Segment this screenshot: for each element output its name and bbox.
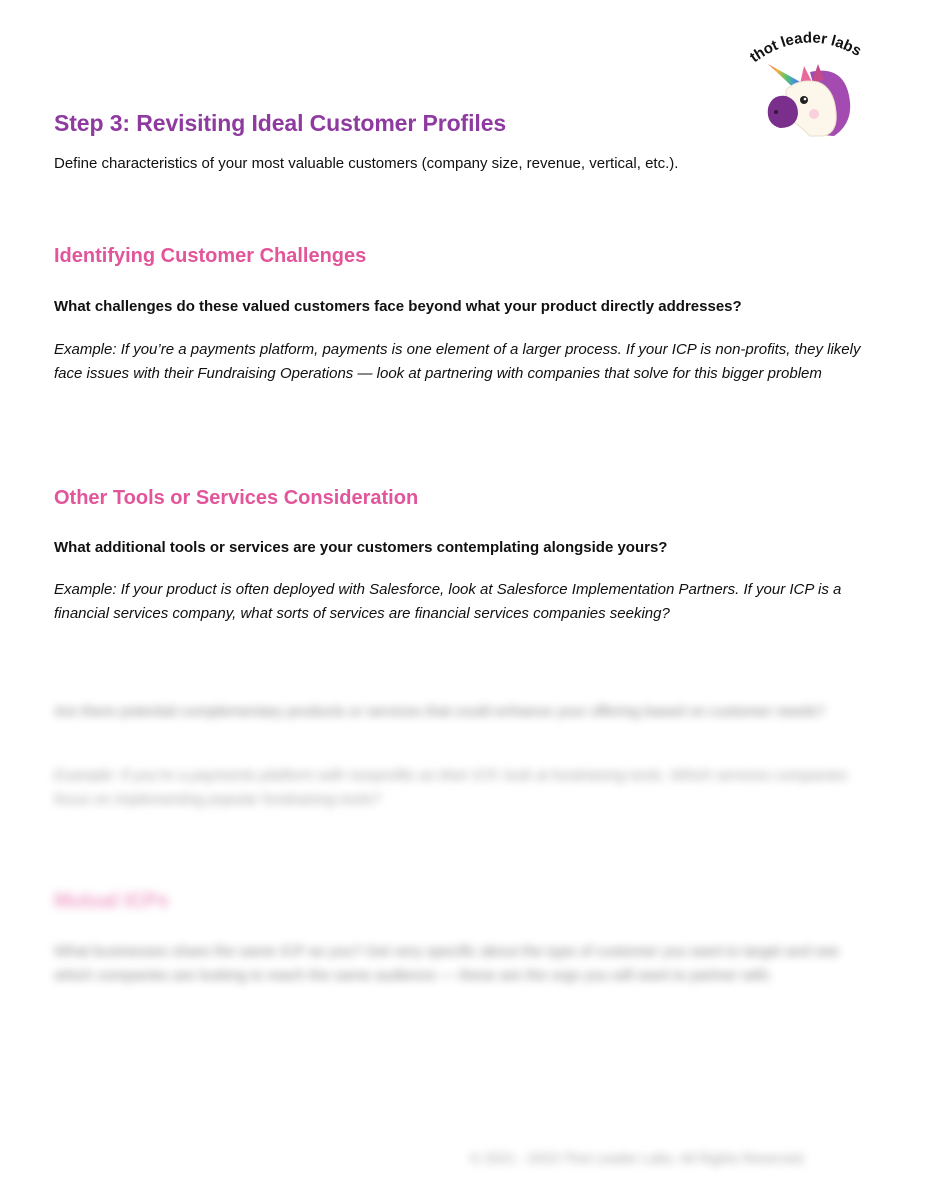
section-heading-tools: Other Tools or Services Consideration	[54, 487, 419, 509]
svg-text:thot leader labs	[747, 29, 864, 66]
blurred-question-mutual-icps: What businesses share the same ICP as you? Get very specific about the type of customer you want to target and see which companies are looking to reach the same audience — these are the orgs you will want to partner with.	[54, 943, 840, 984]
footer-copyright: © 2021 - 2023 Thot Leader Labs. All Rights Reserved.	[470, 1150, 807, 1166]
section-example-challenges: Example: If you’re a payments platform, payments is one element of a larger process. If your ICP is non-profits, they likely face issues with their Fundraising Operations — look at partnering with companies that solve for this bigger problem	[54, 341, 861, 382]
page-subtitle: Define characteristics of your most valuable customers (company size, revenue, vertical, etc.).	[54, 155, 679, 172]
logo-text: thot leader labs	[746, 29, 865, 66]
brand-logo	[738, 24, 878, 144]
page-title: Step 3: Revisiting Ideal Customer Profiles	[54, 110, 507, 136]
blurred-question: Are there potential complementary products or services that could enhance your offering based on customer needs?	[54, 703, 825, 720]
blurred-heading-mutual-icps: Mutual ICPs	[54, 890, 169, 912]
section-question-tools: What additional tools or services are your customers contemplating alongside yours?	[54, 539, 668, 556]
section-example-tools: Example: If your product is often deployed with Salesforce, look at Salesforce Implementation Partners. If your ICP is a financial services company, what sorts of services are financial services companies seeking?	[54, 581, 842, 622]
blurred-example: Example: If you’re a payments platform with nonprofits as their ICP, look at fundraising tools. Which services companies focus on implementing popular fundraising tools?	[54, 767, 848, 808]
section-heading-challenges: Identifying Customer Challenges	[54, 245, 367, 267]
unicorn-icon	[738, 24, 878, 144]
section-question-challenges: What challenges do these valued customers face beyond what your product directly addresses?	[54, 298, 742, 315]
